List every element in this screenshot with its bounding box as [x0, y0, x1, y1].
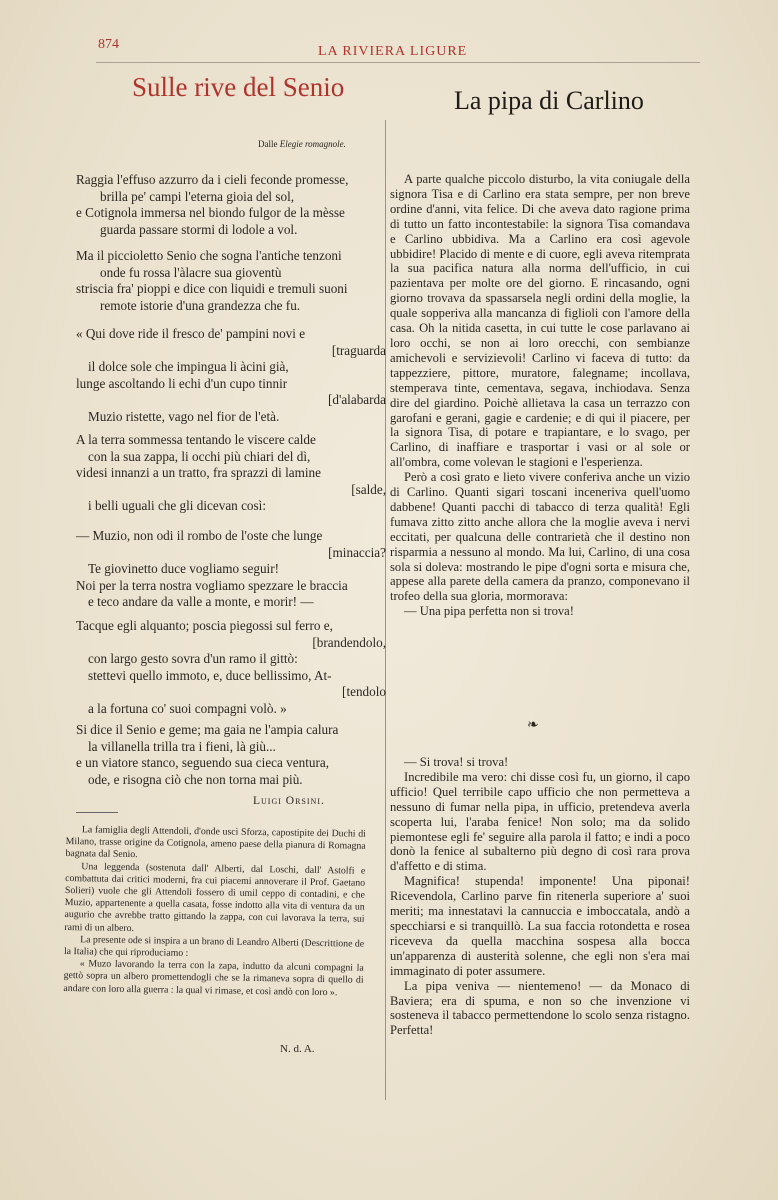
stanza-5 — [76, 528, 386, 611]
verse-turnover: [traguarda — [331, 342, 386, 358]
story-paragraph: Incredibile ma vero: chi disse così fu, un giorno, il capo ufficio! Quel terribile capo ufficio che non permetteva a nessuno di fumar nella pipa, in ufficio, pretendeva averla scoperta lui, l'araba fenice! Non solo; ma da solido piemontese egli fe' seguire alla parola il fatto; e indi a poco donò la fenice al subalterno più degno di così rara prova d'affetto e di stima. — [390, 769, 690, 874]
verse-line: stettevi quello immoto, e, duce bellissimo, At- — [88, 667, 332, 683]
verse-line: la villanella trilla tra i fieni, là giù... — [88, 738, 276, 754]
verse-line: — Muzio, non odi il rombo de l'oste che lunge — [76, 528, 323, 543]
section-ornament-icon: ❧ — [527, 718, 539, 733]
verse-turnover: [salde, — [351, 481, 386, 497]
poem-source — [258, 139, 346, 149]
verse-line: con la sua zappa, li occhi più chiari del dì, — [88, 448, 311, 464]
verse-line: striscia fra' pioppi e dice con liquidi e tremuli suoni — [76, 281, 348, 296]
stanza-1 — [76, 172, 386, 238]
stanza-7 — [76, 722, 386, 788]
verse-line: il dolce sole che impingua li àcini già, — [88, 359, 289, 374]
verse-line: e Cotignola immersa nel biondo fulgor de la mèsse — [76, 205, 345, 220]
verse-line: onde fu rossa l'àlacre sua gioventù — [100, 264, 282, 280]
story-paragraph: A parte qualche piccolo disturbo, la vita coniugale della signora Tisa e di Carlino era stata sempre, per non breve ordine d'anni, vita felice. Di che aveva dato ragione prima di tutto un fatto incontestabile: la signora Tisa comandava e Carlino ubbidiva. Ma a Carlino era così agevole ubbidire! Placido di mente e di cuore, egli aveva ritemprata la sua pacifica natura alla norma dell'ufficio, in cui pazientava per molte ore del giorno. E rincasando, ogni giorno trovava da spassarsela negli ordini della moglie, la quale sopperiva alla mancanza di figlioli con l'amore della casa. Oh la nitida casetta, in cui tutte le cose parlavano ai loro occhi, se non ai loro orecchi, con sembianze amichevoli e servizievoli! Carlino vi faceva di tutto: da tappezziere, pittore, muratore, falegname; incollava, stemperava tinte, cementava, segava, inchiodava. Senza dire del giardino. Poichè allietava la casa un terrazzo con garofani e gerani, gagie e cardenie; e di qui il piacere, per la signora Tisa, di potare e trapiantare, e lo svago, per Carlino, di inaffiare e trasportar i vasi or al sole or all'ombra, come volevan le stagioni e l'esperienza. — [390, 172, 690, 470]
footnote-signature: N. d. A. — [280, 1043, 315, 1055]
running-title: LA RIVIERA LIGURE — [318, 44, 468, 59]
verse-turnover: [brandendolo, — [312, 634, 386, 650]
verse-line: « Qui dove ride il fresco de' pampini novi e — [76, 326, 306, 341]
verse-line: ode, e risogna ciò che non torna mai più. — [88, 771, 303, 787]
story-part-2 — [390, 755, 690, 1038]
verse-line: Ma il piccioletto Senio che sogna l'antiche tenzoni — [76, 248, 342, 263]
verse-line: e teco andare da valle a monte, e morir! — — [88, 594, 314, 609]
verse-line: brilla pe' campi l'eterna gioia del sol, — [100, 188, 295, 204]
verse-line: Noi per la terra nostra vogliamo spezzare le braccia — [76, 577, 348, 593]
story-paragraph: La pipa veniva — nientemeno! — da Monaco di Baviera; era di spuma, e non so che invenzione vi sosteneva il tabacco permettendone lo scolo senza ristagno. Perfetta! — [390, 978, 690, 1038]
stanza-3 — [76, 326, 386, 425]
footnotes — [63, 824, 366, 1000]
source-prefix: Dalle — [258, 139, 278, 149]
footnote-rule — [76, 812, 118, 813]
verse-line: lunge ascoltando li echi d'un cupo tinnir — [76, 375, 288, 391]
verse-line: A la terra sommessa tentando le viscere calde — [76, 432, 316, 447]
verse-turnover: [d'alabarda — [327, 392, 386, 407]
verse-line: a la fortuna co' suoi compagni volò. » — [88, 700, 287, 716]
footnote-paragraph: La famiglia degli Attendoli, d'onde uscì Sforza, capostipite dei Duchi di Milano, trasse origine da Cotignola, ameno paese della pianura di Romagna bagnata dal Senio. — [65, 824, 366, 861]
verse-line: Te giovinetto duce vogliamo seguir! — [88, 561, 279, 576]
verse-line: i belli uguali che gli dicevan così: — [88, 498, 266, 513]
header-rule — [96, 62, 700, 63]
page-number: 874 — [98, 37, 119, 52]
story-part-1 — [390, 172, 690, 619]
verse-turnover: [minaccia? — [328, 544, 386, 560]
verse-line: Tacque egli alquanto; poscia piegossi sul ferro e, — [76, 618, 333, 633]
author-signature: Luigi Orsini. — [253, 795, 325, 807]
story-paragraph: — Si trova! si trova! — [404, 755, 509, 769]
source-title: Elegie romagnole. — [279, 139, 346, 149]
story-paragraph: Magnifica! stupenda! imponente! Una piponai! Ricevendola, Carlino parve fin ritenerla superiore a' suoi meriti; ma innestatavi la cannuccia e imboccatala, andò a specchiarsi e si tranquillò. La sua faccia rotondetta e rosea riceveva da quella macchina sospesa alla bocca un'apparenza di austerità solenne, che egli non s'era mai immaginato di poter assumere. — [390, 874, 690, 978]
stanza-6 — [76, 618, 386, 717]
story-paragraph: Però a così grato e lieto vivere conferiva anche un vizio di Carlino. Quanti sigari toscani inceneriva quell'uomo dabbene! Quanti pacchi di tabacco di terza qualità! Egli fumava zitto zitto anche allora che la moglie aveva i nervi eccitati, per qualcuna delle contrarietà che il destino non risparmia a nessuno al mondo. Ma lui, Carlino, di una cosa sola si doleva: mostrando le pipe d'ogni sorta e misura che, appese alla parete della camera da pranzo, componevano il trofeo della sua gloria, mormorava: — [390, 470, 690, 604]
footnote-paragraph: « Muzo lavorando la terra con la zapa, indutto da alcuni compagni la gettò sopra un albero promettendogli che se la rimaneva sopra di quello di andare con loro alla guerra : la qual vi rimase, et così andò con loro ». — [63, 958, 364, 998]
verse-line: con largo gesto sovra d'un ramo il gittò: — [88, 651, 298, 666]
story-paragraph: — Una pipa perfetta non si trova! — [404, 604, 574, 619]
story-title: La pipa di Carlino — [454, 86, 644, 115]
verse-turnover: [tendolo — [342, 684, 386, 699]
verse-line: remote istorie d'una grandezza che fu. — [100, 297, 301, 313]
verse-line: Muzio ristette, vago nel fior de l'età. — [88, 408, 280, 424]
stanza-4 — [76, 432, 386, 515]
verse-line: Raggia l'effuso azzurro da i cieli feconde promesse, — [76, 172, 349, 187]
poem-title: Sulle rive del Senio — [132, 72, 345, 102]
stanza-2 — [76, 248, 386, 314]
footnote-paragraph: La presente ode si inspira a un brano di Leandro Alberti (Descrittione de la Italia) che qui riproduciamo : — [63, 934, 365, 959]
verse-line: videsi innanzi a un tratto, fra sprazzi di lamine — [76, 465, 321, 480]
verse-line: e un viatore stanco, seguendo sua cieca ventura, — [76, 755, 330, 770]
verse-line: guarda passare stormi di lodole a vol. — [100, 221, 298, 237]
verse-line: Si dice il Senio e geme; ma gaia ne l'ampia calura — [76, 722, 339, 737]
footnote-paragraph: Una leggenda (sostenuta dall' Alberti, dal Loschi, dall' Astolfi e combattuta dai critici moderni, fra cui piacemi annoverare il Prof. Gaetano Solieri) vuole che gli Attendoli fossero di umil ceppo di contadini, e che Muzio, appartenente a quella casata, fosse indotto alla vita di ventura da un augurio che avrebbe tratto gittando la zappa, con cui lavorava la terra, sui rami di un albero. — [64, 860, 366, 934]
